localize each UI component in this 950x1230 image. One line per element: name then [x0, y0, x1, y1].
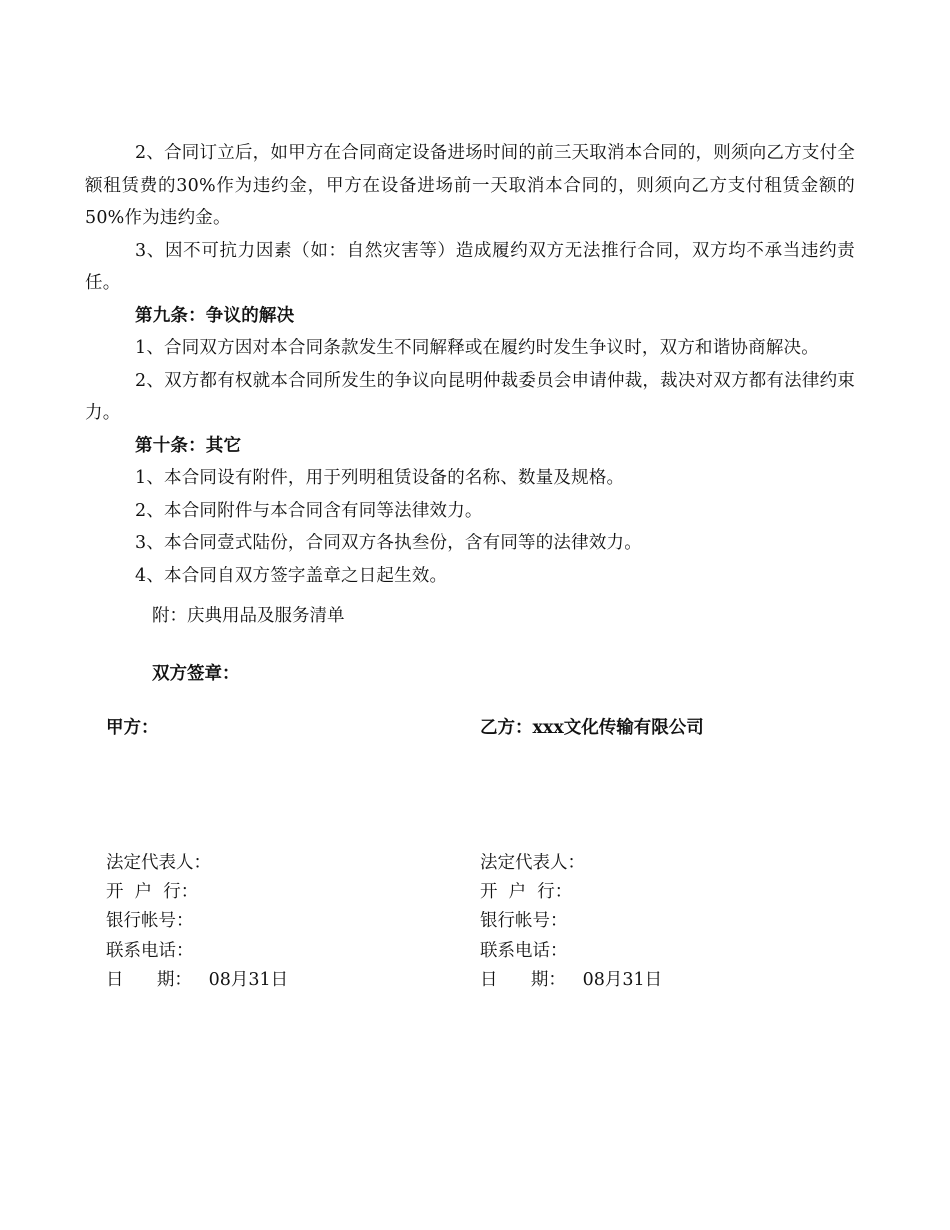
- contract-body: [85, 137, 855, 592]
- party-a-bank: 开 户 行：: [106, 882, 199, 903]
- clause-9-item-1: 1、合同双方因对本合同条款发生不同解释或在履约时发生争议时，双方和谐协商解决。: [135, 338, 819, 358]
- party-a-phone: 联系电话：: [106, 940, 194, 961]
- clause-10-item-4: 4、本合同自双方签字盖章之日起生效。: [135, 565, 448, 586]
- party-a-account: 银行帐号：: [106, 911, 194, 932]
- signature-title: 双方签章：: [152, 664, 240, 684]
- party-b-legal-rep: 法定代表人：: [480, 853, 585, 873]
- clause-8-item-2: 2、合同订立后，如甲方在合同商定设备进场时间的前三天取消本合同的，则须向乙方支付全额租赁费的30%作为违约金，甲方在设备进场前一天取消本合同的，则须向乙方支付租赁金额的50%作为违约金。: [85, 143, 855, 228]
- clause-8-item-3: 3、因不可抗力因素（如：自然灾害等）造成履约双方无法推行合同，双方均不承当违约责任。: [85, 240, 855, 293]
- party-a-info: [106, 849, 288, 995]
- party-b-bank: 开 户 行：: [480, 882, 573, 903]
- clause-10-item-3: 3、本合同壹式陆份，合同双方各执叁份，含有同等的法律效力。: [135, 533, 642, 553]
- party-b-phone: 联系电话：: [480, 940, 568, 961]
- clause-9-heading: 第九条：争议的解决: [135, 305, 295, 326]
- attachment-note: 附：庆典用品及服务清单: [152, 606, 345, 626]
- clause-10-item-2: 2、本合同附件与本合同含有同等法律效力。: [135, 500, 483, 521]
- party-b-date: 日 期： 08月31日: [480, 969, 663, 990]
- party-b-account: 银行帐号：: [480, 911, 568, 932]
- party-b-info: [480, 849, 662, 995]
- party-a-title: 甲方：: [106, 718, 159, 738]
- party-a-legal-rep: 法定代表人：: [106, 853, 211, 873]
- clause-10-heading: 第十条：其它: [135, 435, 242, 456]
- party-b-title: 乙方：xxx文化传输有限公司: [480, 718, 704, 738]
- party-a-date: 日 期： 08月31日: [106, 969, 289, 990]
- clause-9-item-2: 2、双方都有权就本合同所发生的争议向昆明仲裁委员会申请仲裁，裁决对双方都有法律约束力。: [85, 370, 855, 423]
- clause-10-item-1: 1、本合同设有附件，用于列明租赁设备的名称、数量及规格。: [135, 468, 625, 488]
